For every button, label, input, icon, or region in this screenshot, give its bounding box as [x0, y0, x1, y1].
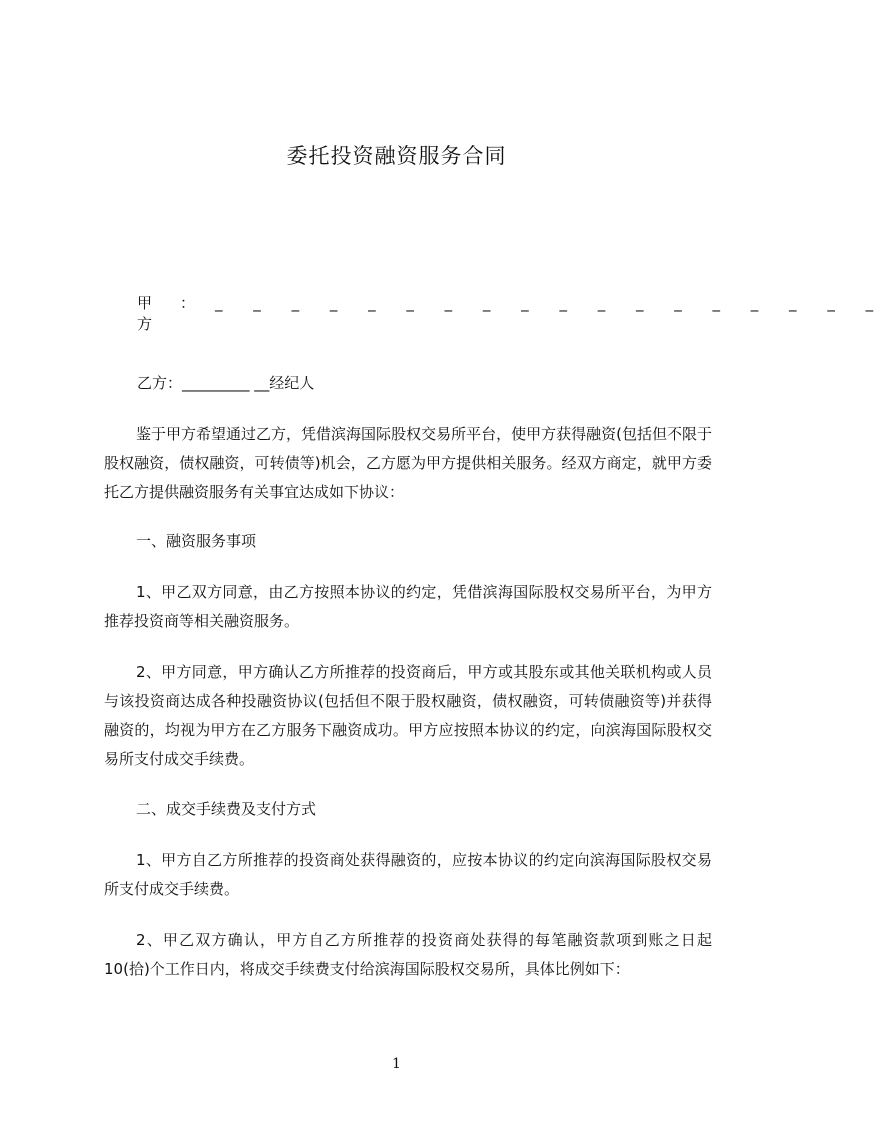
party-a-line — [137, 292, 886, 334]
section2-heading: 二、成交手续费及支付方式 — [136, 800, 317, 818]
party-a-colon: ： — [180, 294, 196, 312]
page-number: 1 — [392, 1056, 401, 1072]
document-title: 委托投资融资服务合同 — [286, 144, 507, 168]
party-b-line: 乙方：_________ __经纪人 — [137, 374, 315, 392]
intro-paragraph: 鉴于甲方希望通过乙方，凭借滨海国际股权交易所平台，使甲方获得融资(包括但不限于股权融资，债权融资，可转债等)机会，乙方愿为甲方提供相关服务。经双方商定，就甲方委托乙方提供融资服务有关事宜达成如下协议： — [104, 425, 712, 501]
section1-item-1: 1、甲乙双方同意，由乙方按照本协议的约定，凭借滨海国际股权交易所平台，为甲方推荐投资商等相关融资服务。 — [104, 583, 712, 630]
section2-item-2: 2、甲乙双方确认，甲方自乙方所推荐的投资商处获得的每笔融资款项到账之日起10(拾)个工作日内，将成交手续费支付给滨海国际股权交易所，具体比例如下： — [104, 931, 712, 978]
section1-item-2: 2、甲方同意，甲方确认乙方所推荐的投资商后，甲方或其股东或其他关联机构或人员与该投资商达成各种投融资协议(包括但不限于股权融资，债权融资，可转债融资等)并获得融资的，均视为甲方在乙方服务下融资成功。甲方应按照本协议的约定，向滨海国际股权交易所支付成交手续费。 — [104, 663, 712, 768]
party-a-label: 甲 方 — [137, 294, 177, 333]
section1-heading: 一、融资服务事项 — [136, 532, 257, 550]
section2-item-1: 1、甲方自乙方所推荐的投资商处获得融资的，应按本协议的约定向滨海国际股权交易所支付成交手续费。 — [104, 851, 712, 898]
party-a-blank: _ _ _ _ _ _ _ _ _ _ _ _ _ _ _ _ _ _ — [215, 294, 886, 312]
